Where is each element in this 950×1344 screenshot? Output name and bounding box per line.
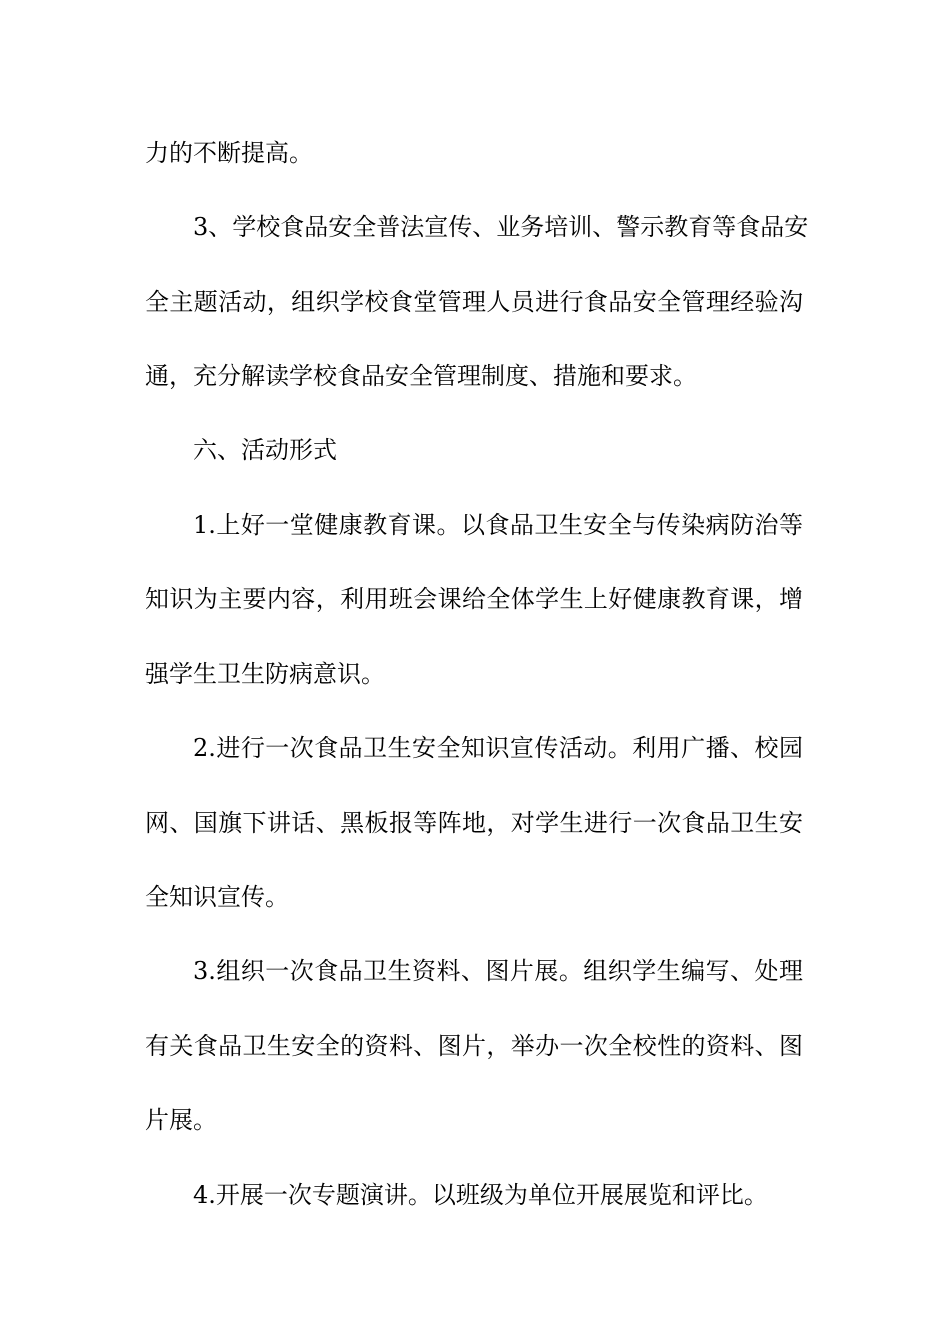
paragraph-first-line: 3.组织一次食品卫生资料、图片展。组织学生编写、处理 — [193, 957, 803, 985]
text-line: 强学生卫生防病意识。 — [145, 660, 385, 688]
text-line: 有关食品卫生安全的资料、图片，举办一次全校性的资料、图 — [145, 1032, 803, 1060]
paragraph-first-line: 4.开展一次专题演讲。以班级为单位开展展览和评比。 — [193, 1181, 768, 1209]
text-line: 力的不断提高。 — [145, 139, 313, 167]
section-heading: 六、活动形式 — [193, 436, 337, 464]
paragraph-first-line: 1.上好一堂健康教育课。以食品卫生安全与传染病防治等 — [193, 511, 803, 539]
text-line: 网、国旗下讲话、黑板报等阵地，对学生进行一次食品卫生安 — [145, 809, 803, 837]
paragraph-first-line: 3、学校食品安全普法宣传、业务培训、警示教育等食品安 — [193, 213, 809, 241]
text-line: 全知识宣传。 — [145, 883, 289, 911]
paragraph-first-line: 2.进行一次食品卫生安全知识宣传活动。利用广播、校园 — [193, 734, 803, 762]
text-line: 通，充分解读学校食品安全管理制度、措施和要求。 — [145, 362, 697, 390]
text-line: 全主题活动，组织学校食堂管理人员进行食品安全管理经验沟 — [145, 288, 803, 316]
text-line: 知识为主要内容，利用班会课给全体学生上好健康教育课，增 — [145, 585, 803, 613]
text-line: 片展。 — [145, 1106, 217, 1134]
